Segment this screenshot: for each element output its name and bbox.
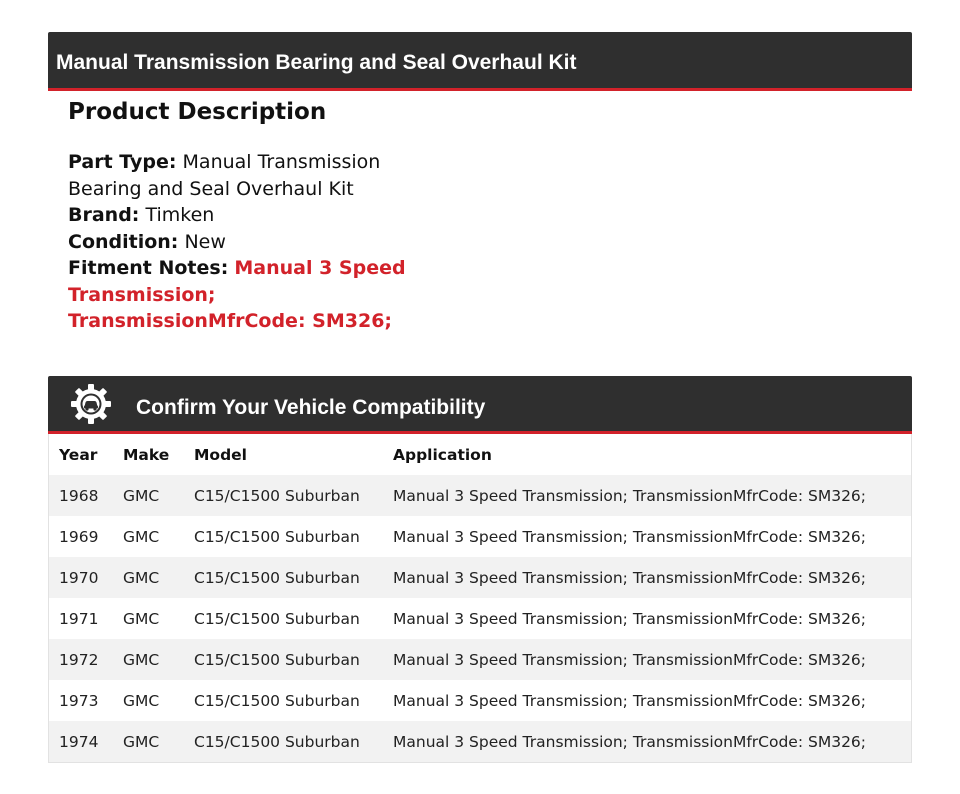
cell-make: GMC bbox=[123, 609, 160, 628]
part-type-row bbox=[68, 149, 448, 202]
part-type-label: Part Type: bbox=[68, 151, 177, 173]
compatibility-title: Confirm Your Vehicle Compatibility bbox=[136, 396, 486, 419]
cell-application: Manual 3 Speed Transmission; TransmissionMfrCode: SM326; bbox=[393, 732, 867, 751]
cell-make: GMC bbox=[123, 568, 160, 587]
table-row bbox=[49, 721, 911, 762]
cell-application: Manual 3 Speed Transmission; TransmissionMfrCode: SM326; bbox=[393, 568, 867, 587]
table-row bbox=[49, 680, 911, 721]
cell-make: GMC bbox=[123, 650, 160, 669]
brand-row bbox=[68, 202, 448, 229]
cell-year: 1971 bbox=[59, 609, 99, 628]
cell-model: C15/C1500 Suburban bbox=[194, 609, 360, 628]
cell-make: GMC bbox=[123, 691, 160, 710]
fitment-row bbox=[68, 255, 448, 335]
cell-model: C15/C1500 Suburban bbox=[194, 527, 360, 546]
condition-label: Condition: bbox=[68, 230, 179, 253]
cell-make: GMC bbox=[123, 486, 160, 505]
column-header-year: Year bbox=[59, 445, 98, 464]
cell-model: C15/C1500 Suburban bbox=[194, 486, 360, 505]
table-row bbox=[49, 598, 911, 639]
product-title: Manual Transmission Bearing and Seal Overhaul Kit bbox=[56, 51, 577, 74]
cell-year: 1968 bbox=[59, 486, 99, 505]
part-type-value: Manual Transmission Bearing and Seal Overhaul Kit bbox=[68, 151, 381, 200]
cell-make: GMC bbox=[123, 527, 160, 546]
condition-row bbox=[68, 229, 448, 256]
cell-make: GMC bbox=[123, 732, 160, 751]
compatibility-table-wrapper bbox=[48, 434, 912, 763]
description-fields bbox=[68, 149, 448, 335]
cell-model: C15/C1500 Suburban bbox=[194, 568, 360, 587]
gear-car-icon bbox=[70, 383, 112, 425]
table-header-row bbox=[49, 434, 911, 475]
product-title-bar bbox=[48, 32, 912, 91]
cell-application: Manual 3 Speed Transmission; TransmissionMfrCode: SM326; bbox=[393, 527, 867, 546]
cell-model: C15/C1500 Suburban bbox=[194, 691, 360, 710]
condition-value: New bbox=[184, 230, 226, 253]
cell-year: 1969 bbox=[59, 527, 99, 546]
cell-application: Manual 3 Speed Transmission; TransmissionMfrCode: SM326; bbox=[393, 486, 867, 505]
cell-year: 1970 bbox=[59, 568, 99, 587]
table-row bbox=[49, 516, 911, 557]
cell-application: Manual 3 Speed Transmission; TransmissionMfrCode: SM326; bbox=[393, 650, 867, 669]
brand-value: Timken bbox=[145, 204, 215, 226]
product-description bbox=[68, 96, 448, 335]
column-header-make: Make bbox=[123, 445, 170, 464]
cell-application: Manual 3 Speed Transmission; TransmissionMfrCode: SM326; bbox=[393, 691, 867, 710]
compatibility-table bbox=[49, 434, 911, 762]
cell-model: C15/C1500 Suburban bbox=[194, 650, 360, 669]
description-heading: Product Description bbox=[68, 99, 327, 125]
compatibility-header bbox=[48, 376, 912, 434]
table-row bbox=[49, 639, 911, 680]
table-row bbox=[49, 557, 911, 598]
fitment-label: Fitment Notes: bbox=[68, 257, 229, 279]
table-row bbox=[49, 475, 911, 516]
cell-model: C15/C1500 Suburban bbox=[194, 732, 360, 751]
brand-label: Brand: bbox=[68, 204, 140, 226]
cell-application: Manual 3 Speed Transmission; TransmissionMfrCode: SM326; bbox=[393, 609, 867, 628]
cell-year: 1972 bbox=[59, 650, 99, 669]
column-header-application: Application bbox=[393, 445, 492, 464]
column-header-model: Model bbox=[194, 445, 247, 464]
fitment-value: Manual 3 Speed Transmission; TransmissionMfrCode: SM326; bbox=[68, 257, 406, 332]
cell-year: 1974 bbox=[59, 732, 99, 751]
cell-year: 1973 bbox=[59, 691, 99, 710]
